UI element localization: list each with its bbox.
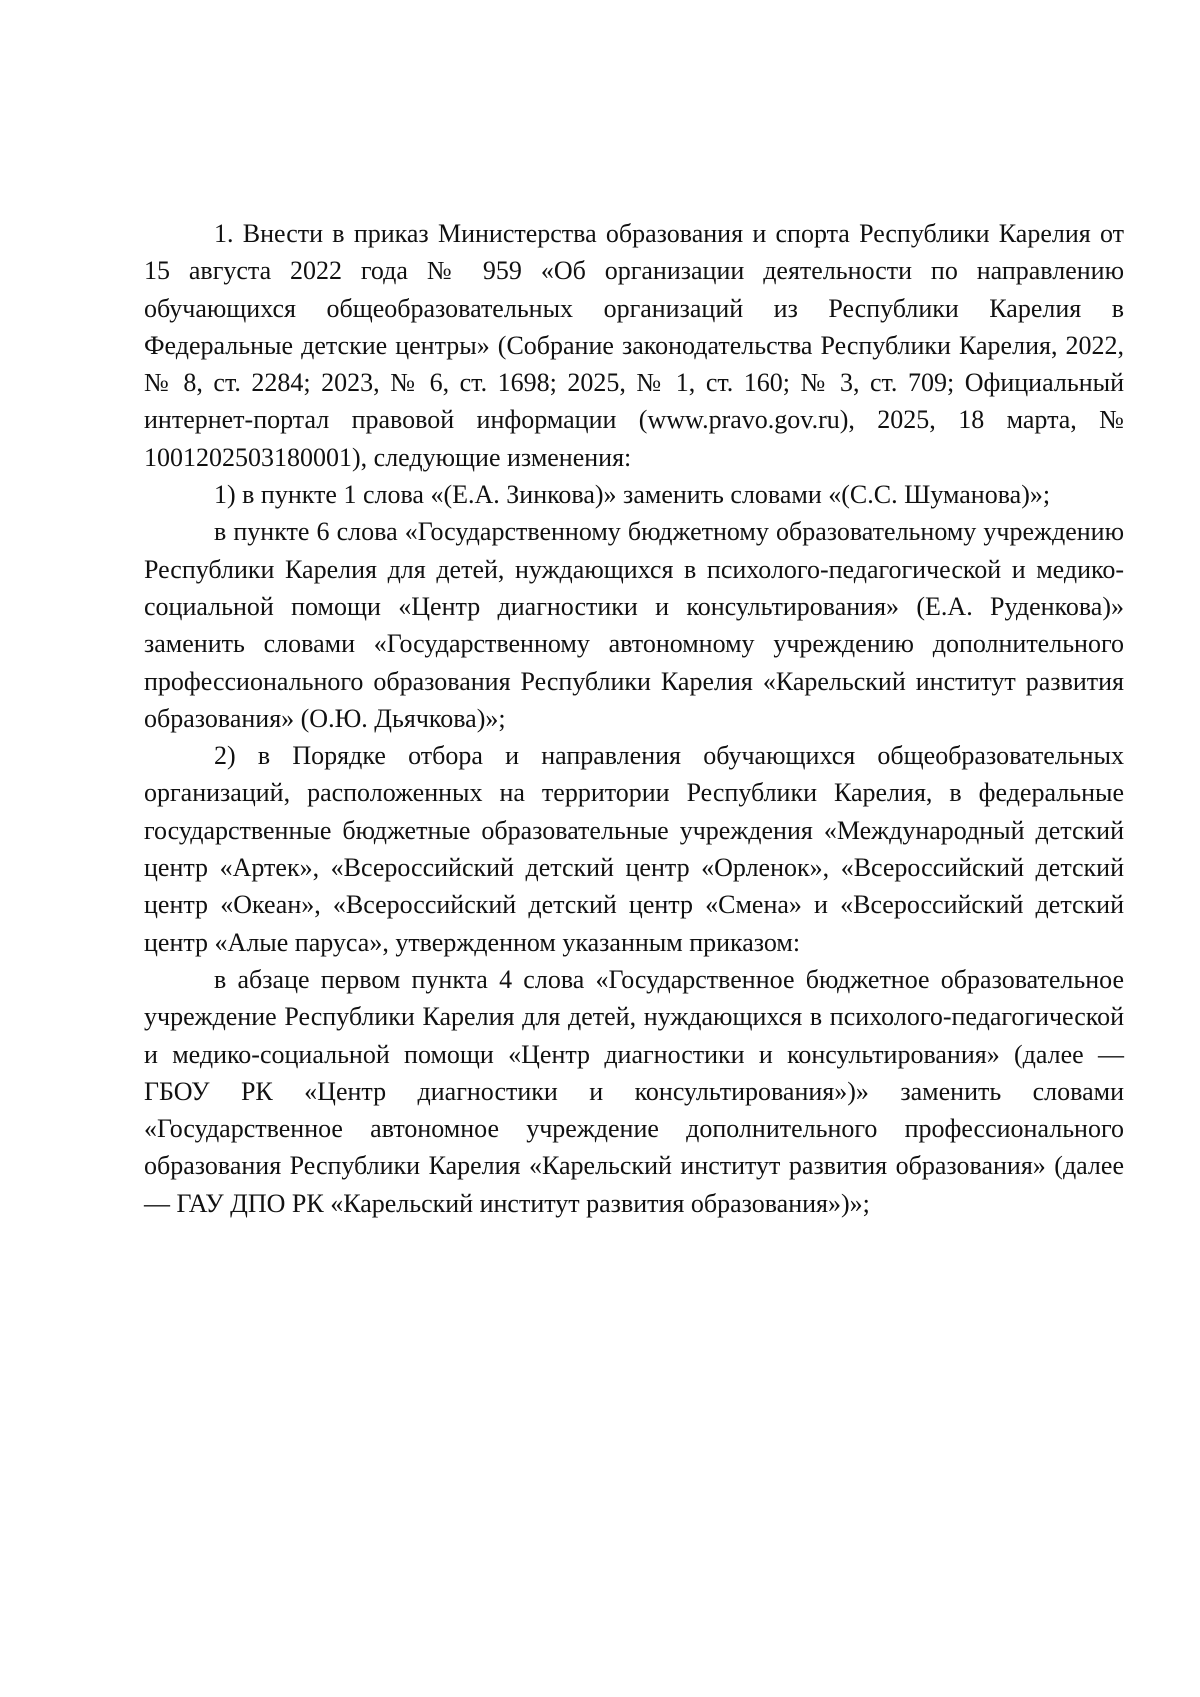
paragraph-subitem-1-clause-1: 1) в пункте 1 слова «(Е.А. Зинкова)» заменить словами «(С.С. Шуманова)»; — [214, 480, 1051, 510]
paragraph-clause-6: в пункте 6 слова «Государственному бюджетному образовательному учреждению Республики Карелия для детей, нуждающихся в психолого-педагогической и медико-социальной помощи «Центр диагностики и консультирования» (Е.А. Руденкова)» заменить словами «Государственному автономному учреждению дополнительного профессионального образования Республики Карелия «Карельский институт развития образования» (О.Ю. Дьячкова)»; — [144, 517, 1124, 733]
paragraph-item-1-amend-order: 1. Внести в приказ Министерства образования и спорта Республики Карелия от 15 августа 2022 года № 959 «Об организации деятельности по направлению обучающихся общеобразовательных организаций из Республики Карелия в Федеральные детские центры» (Собрание законодательства Республики Карелия, 2022, № 8, ст. 2284; 2023, № 6, ст. 1698; 2025, № 1, ст. 160; № 3, ст. 709; Официальный интернет-портал правовой информации (www.pravo.gov.ru), 2025, 18 марта, № 1001202503180001), следующие изменения: — [144, 219, 1124, 472]
paragraph-subitem-2-procedure: 2) в Порядке отбора и направления обучающихся общеобразовательных организаций, расположенных на территории Республики Карелия, в федеральные государственные бюджетные образовательные учреждения «Международный детский центр «Артек», «Всероссийский детский центр «Орленок», «Всероссийский детский центр «Океан», «Всероссийский детский центр «Смена» и «Всероссийский детский центр «Алые паруса», утвержденном указанным приказом: — [144, 741, 1124, 957]
document-body — [144, 215, 1124, 1222]
paragraph-clause-4-first-indent: в абзаце первом пункта 4 слова «Государственное бюджетное образовательное учреждение Республики Карелия для детей, нуждающихся в психолого-педагогической и медико-социальной помощи «Центр диагностики и консультирования» (далее — ГБОУ РК «Центр диагностики и консультирования»)» заменить словами «Государственное автономное учреждение дополнительного профессионального образования Республики Карелия «Карельский институт развития образования» (далее — ГАУ ДПО РК «Карельский институт развития образования»)»; — [144, 964, 1124, 1218]
